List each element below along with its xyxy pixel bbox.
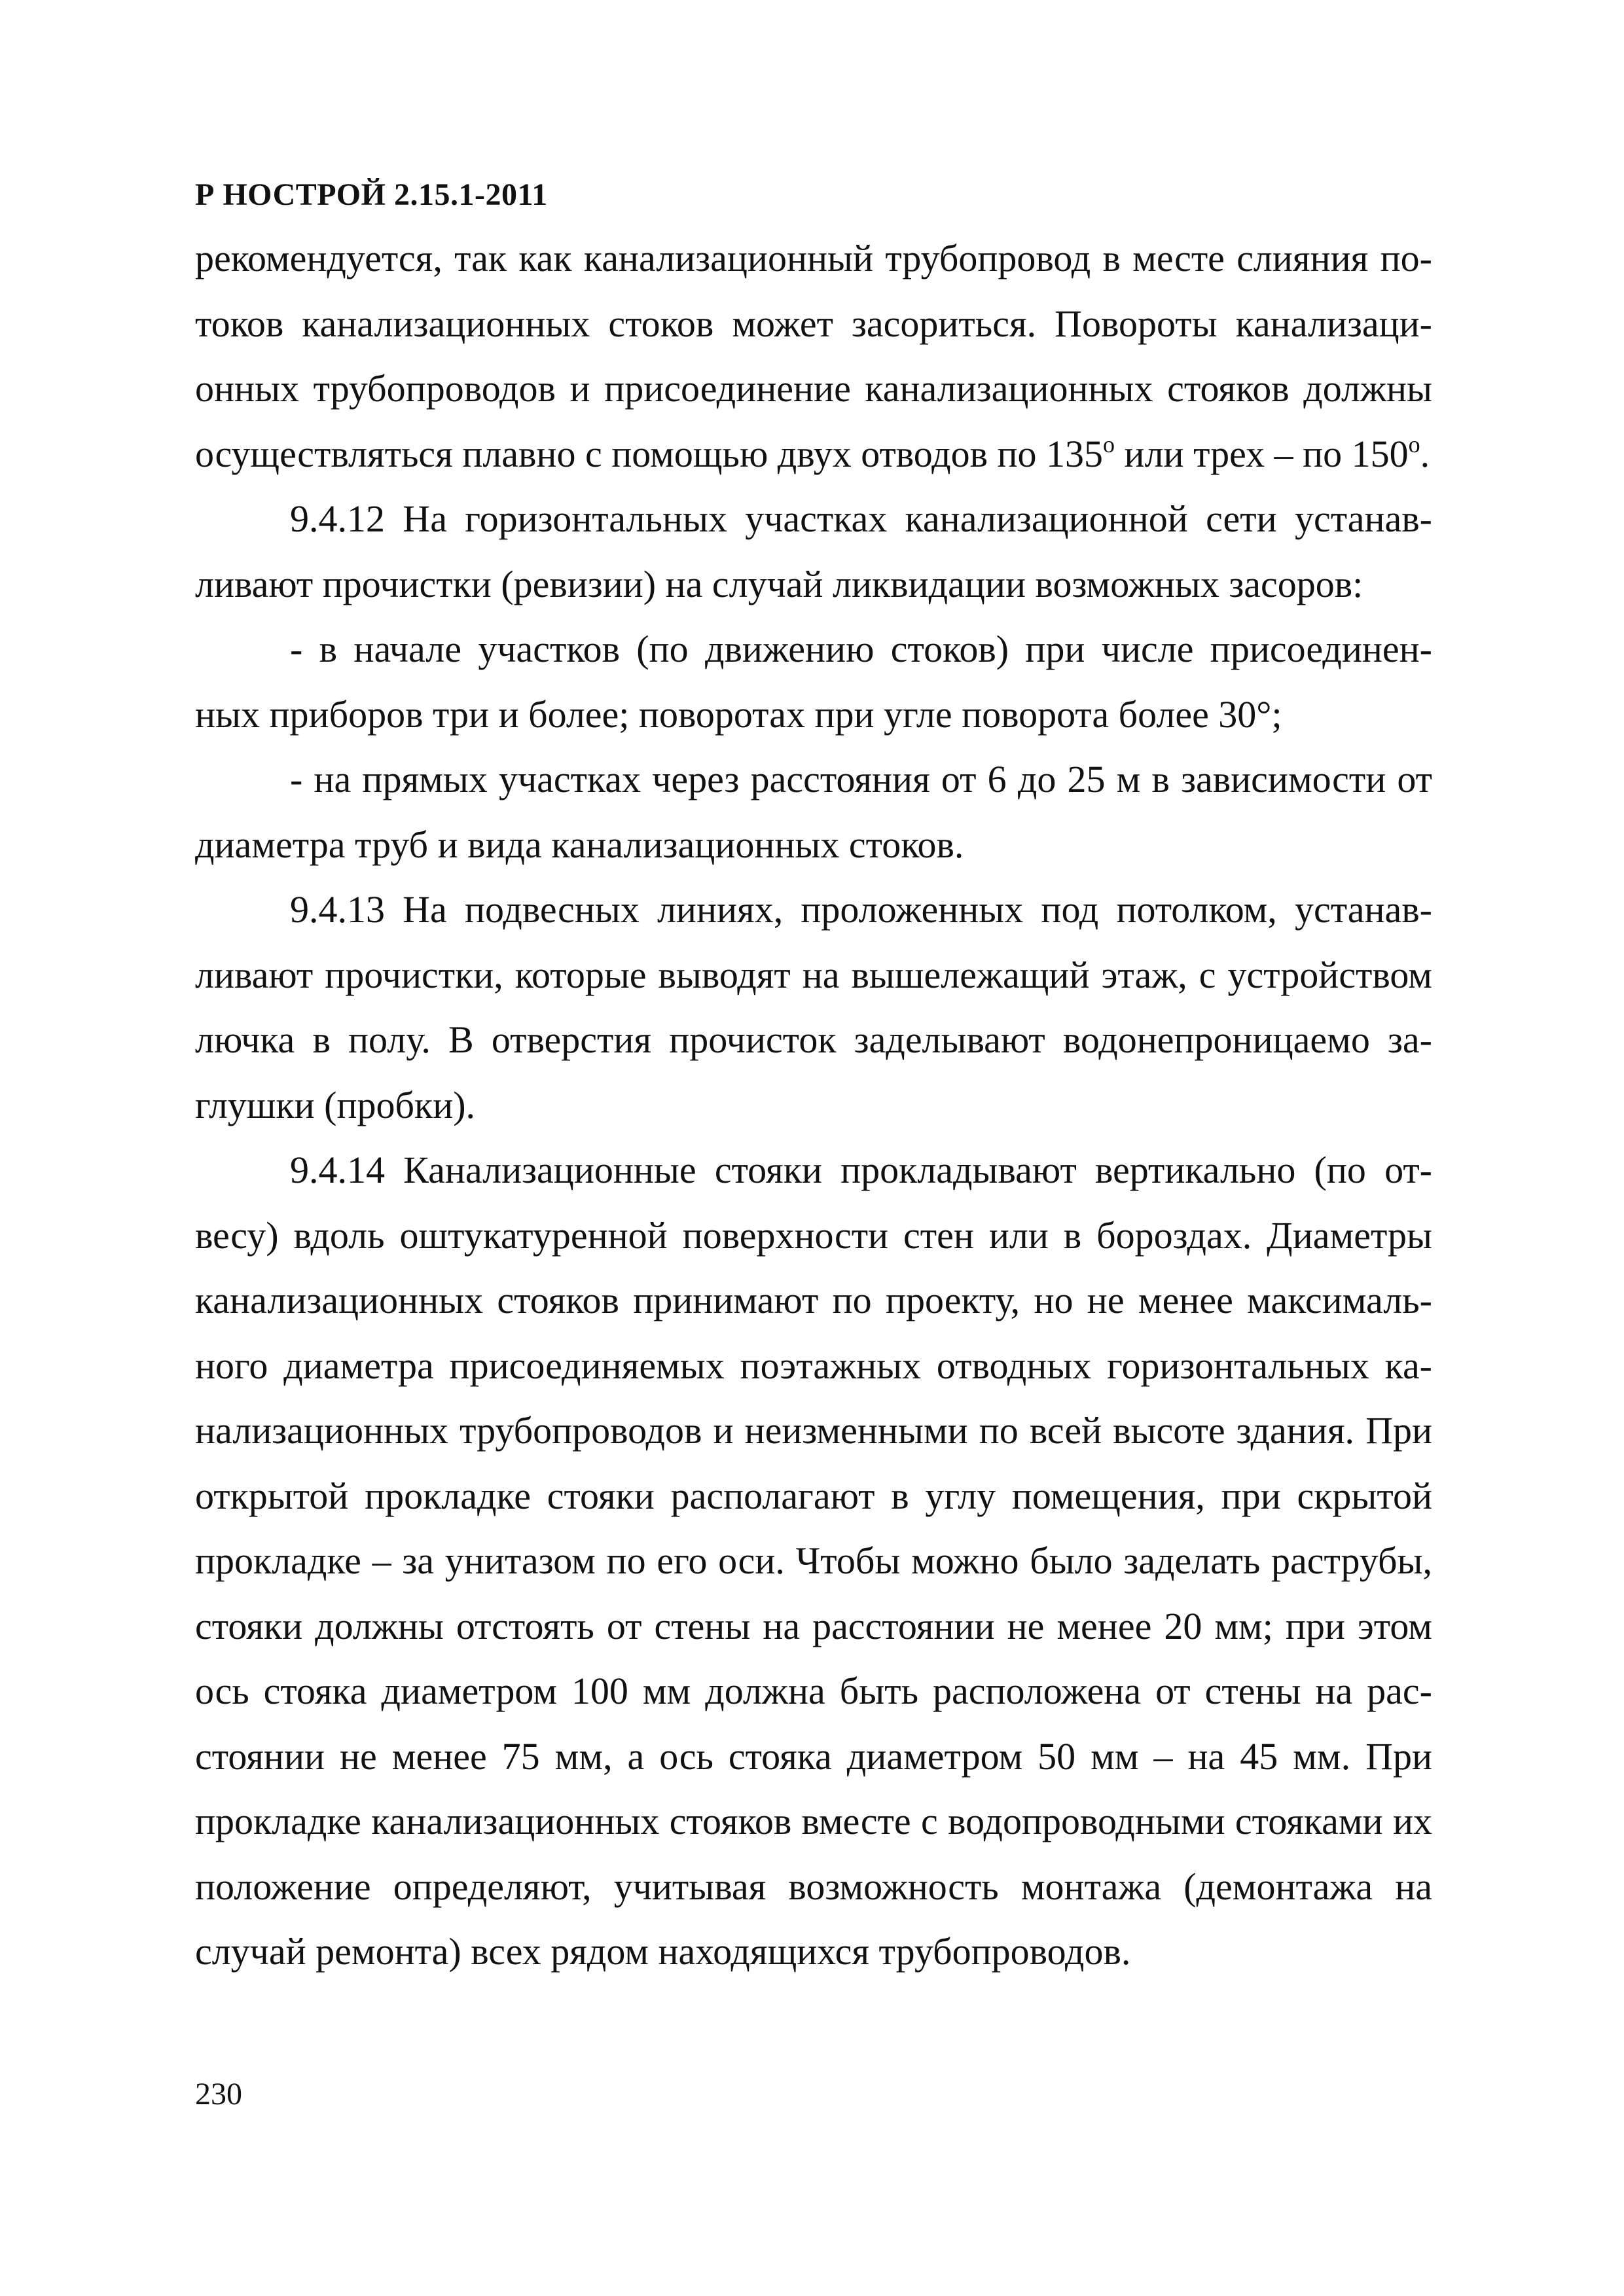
paragraph-text: . <box>1420 432 1430 475</box>
paragraph-9-4-13: 9.4.13 На подвесных линиях, проложенных под потолком, устанав-ливают прочистки, которые выводят на вышележащий этаж, с устройством лючка в полу. В отверстия прочисток заделывают водонепроницаемо за-глушки (пробки). <box>195 888 1432 1126</box>
paragraph-9-4-14: 9.4.14 Канализационные стояки прокладывают вертикально (по от-весу) вдоль оштукатуренной поверхности стен или в бороздах. Диаметры канализационных стояков принимают по проекту, но не менее максималь-ного диаметра присоединяемых поэтажных отводных горизонтальных ка-нализационных трубопроводов и неизменными по всей высоте здания. При открытой прокладке стояки располагают в углу помещения, при скрытой прокладке – за унитазом по его оси. Чтобы можно было заделать раструбы, стояки должны отстоять от стены на расстоянии не менее 20 мм; при этом ось стояка диаметром 100 мм должна быть расположена от стены на рас-стоянии не менее 75 мм, а ось стояка диаметром 50 мм – на 45 мм. При прокладке канализационных стояков вместе с водопроводными стояками их положение определяют, учитывая возможность монтажа (демонтажа на случай ремонта) всех рядом находящихся трубопроводов. <box>195 1149 1432 1973</box>
list-item-straight-sections: - на прямых участках через расстояния от 6 до 25 м в зависимости от диаметра труб и вида канализационных стоков. <box>195 758 1432 866</box>
degree-superscript: о <box>1103 431 1115 457</box>
document-code-header: Р НОСТРОЙ 2.15.1-2011 <box>195 177 548 212</box>
paragraph-9-4-12: 9.4.12 На горизонтальных участках канализационной сети устанав-ливают прочистки (ревизии) на случай ликвидации возможных засоров: <box>195 497 1432 605</box>
page-number: 230 <box>195 2077 242 2111</box>
paragraph-continuation <box>195 226 1432 486</box>
list-item-start-of-sections: - в начале участков (по движению стоков) при числе присоединен-ных приборов три и более; поворотах при угле поворота более 30°; <box>195 628 1432 736</box>
document-body <box>195 226 1432 1984</box>
paragraph-text: или трех – по 150 <box>1115 432 1409 475</box>
paragraph-text: рекомендуется, так как канализационный трубопровод в месте слияния по-токов канализационных стоков может засориться. Повороты канализаци-онных трубопроводов и присоединение канализационных стояков должны осуществляться плавно с помощью двух отводов по 135 <box>195 237 1432 475</box>
degree-superscript: о <box>1408 431 1420 457</box>
